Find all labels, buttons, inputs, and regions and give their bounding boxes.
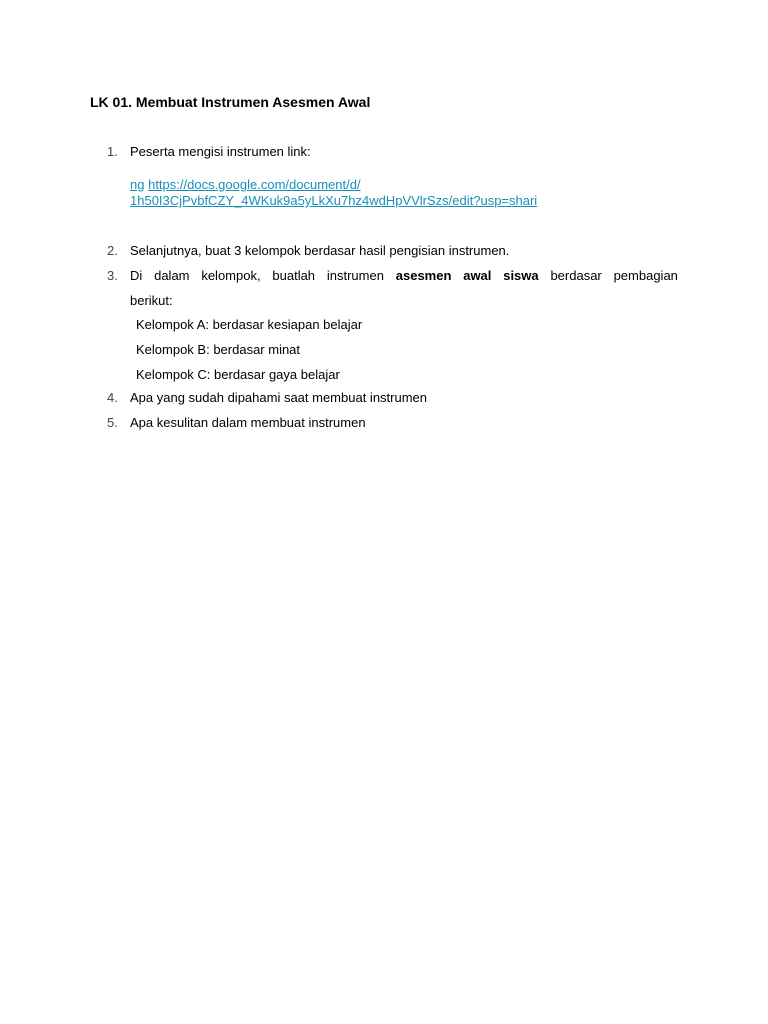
- list-item-number: 4.: [107, 390, 118, 405]
- instrument-link[interactable]: https://docs.google.com/document/d/: [148, 177, 361, 192]
- list-item-text: berikut:: [130, 293, 173, 308]
- list-item-number: 5.: [107, 415, 118, 430]
- word: dalam: [154, 268, 190, 283]
- instrument-link-block: [130, 177, 537, 209]
- list-item-number: 3.: [107, 268, 118, 283]
- list-item-text: Peserta mengisi instrumen link:: [130, 144, 311, 159]
- list-item-text: Apa kesulitan dalam membuat instrumen: [130, 415, 366, 430]
- bold-word: awal: [463, 268, 492, 283]
- bold-word: asesmen: [395, 268, 452, 283]
- list-item-number: 1.: [107, 144, 118, 159]
- group-a-text: Kelompok A: berdasar kesiapan belajar: [136, 317, 363, 332]
- list-item-text: Selanjutnya, buat 3 kelompok berdasar hasil pengisian instrumen.: [130, 243, 510, 258]
- instrument-link-continued[interactable]: 1h50I3CjPvbfCZY_4WKuk9a5yLkXu7hz4wdHpVVlrSzs/edit?usp=shari: [130, 193, 538, 208]
- group-c-text: Kelompok C: berdasar gaya belajar: [136, 367, 340, 382]
- link-prefix[interactable]: ng: [130, 177, 145, 192]
- page-title: LK 01. Membuat Instrumen Asesmen Awal: [90, 94, 371, 110]
- word: Di: [130, 268, 143, 283]
- list-item-text-justified: [130, 268, 678, 284]
- group-b-text: Kelompok B: berdasar minat: [136, 342, 301, 357]
- list-item-text: Apa yang sudah dipahami saat membuat instrumen: [130, 390, 428, 405]
- word: pembagian: [613, 268, 678, 283]
- word: berdasar: [550, 268, 602, 283]
- word: buatlah: [272, 268, 316, 283]
- word: kelompok,: [201, 268, 261, 283]
- list-item-number: 2.: [107, 243, 118, 258]
- bold-word: siswa: [503, 268, 539, 283]
- word: instrumen: [326, 268, 384, 283]
